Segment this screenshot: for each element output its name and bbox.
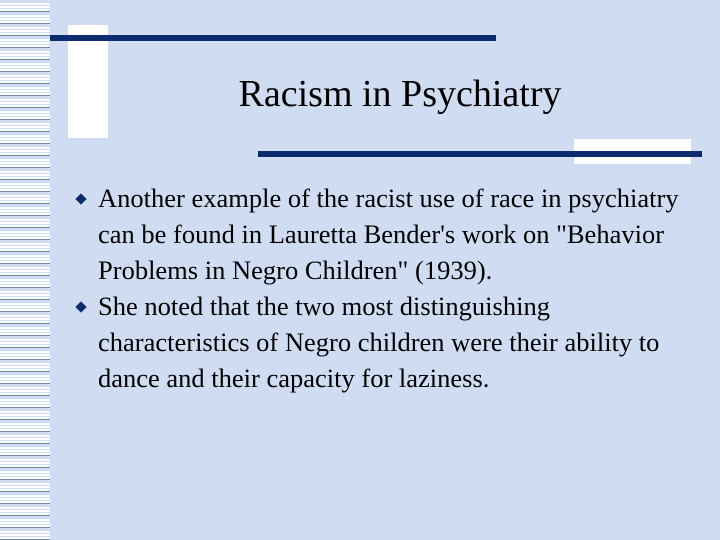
diamond-bullet-icon: [75, 193, 86, 204]
frame-vertical-bar: [68, 25, 108, 138]
bullet-text: Another example of the racist use of race in psychiatry can be found in Lauretta Bender's work on "Behavior Problems in Negro Children" (1939).: [98, 183, 679, 285]
frame-top-line: [50, 35, 496, 41]
bullet-list: [76, 180, 706, 396]
diamond-bullet-icon: [75, 301, 86, 312]
bullet-text: She noted that the two most distinguishing characteristics of Negro children were their ability to dance and their capacity for laziness.: [98, 291, 660, 393]
slide-title: Racism in Psychiatry: [238, 73, 562, 115]
frame-bottom-line: [258, 151, 702, 157]
bullet-item: [76, 180, 706, 288]
bullet-item: [76, 288, 706, 396]
striped-margin: [0, 0, 50, 540]
